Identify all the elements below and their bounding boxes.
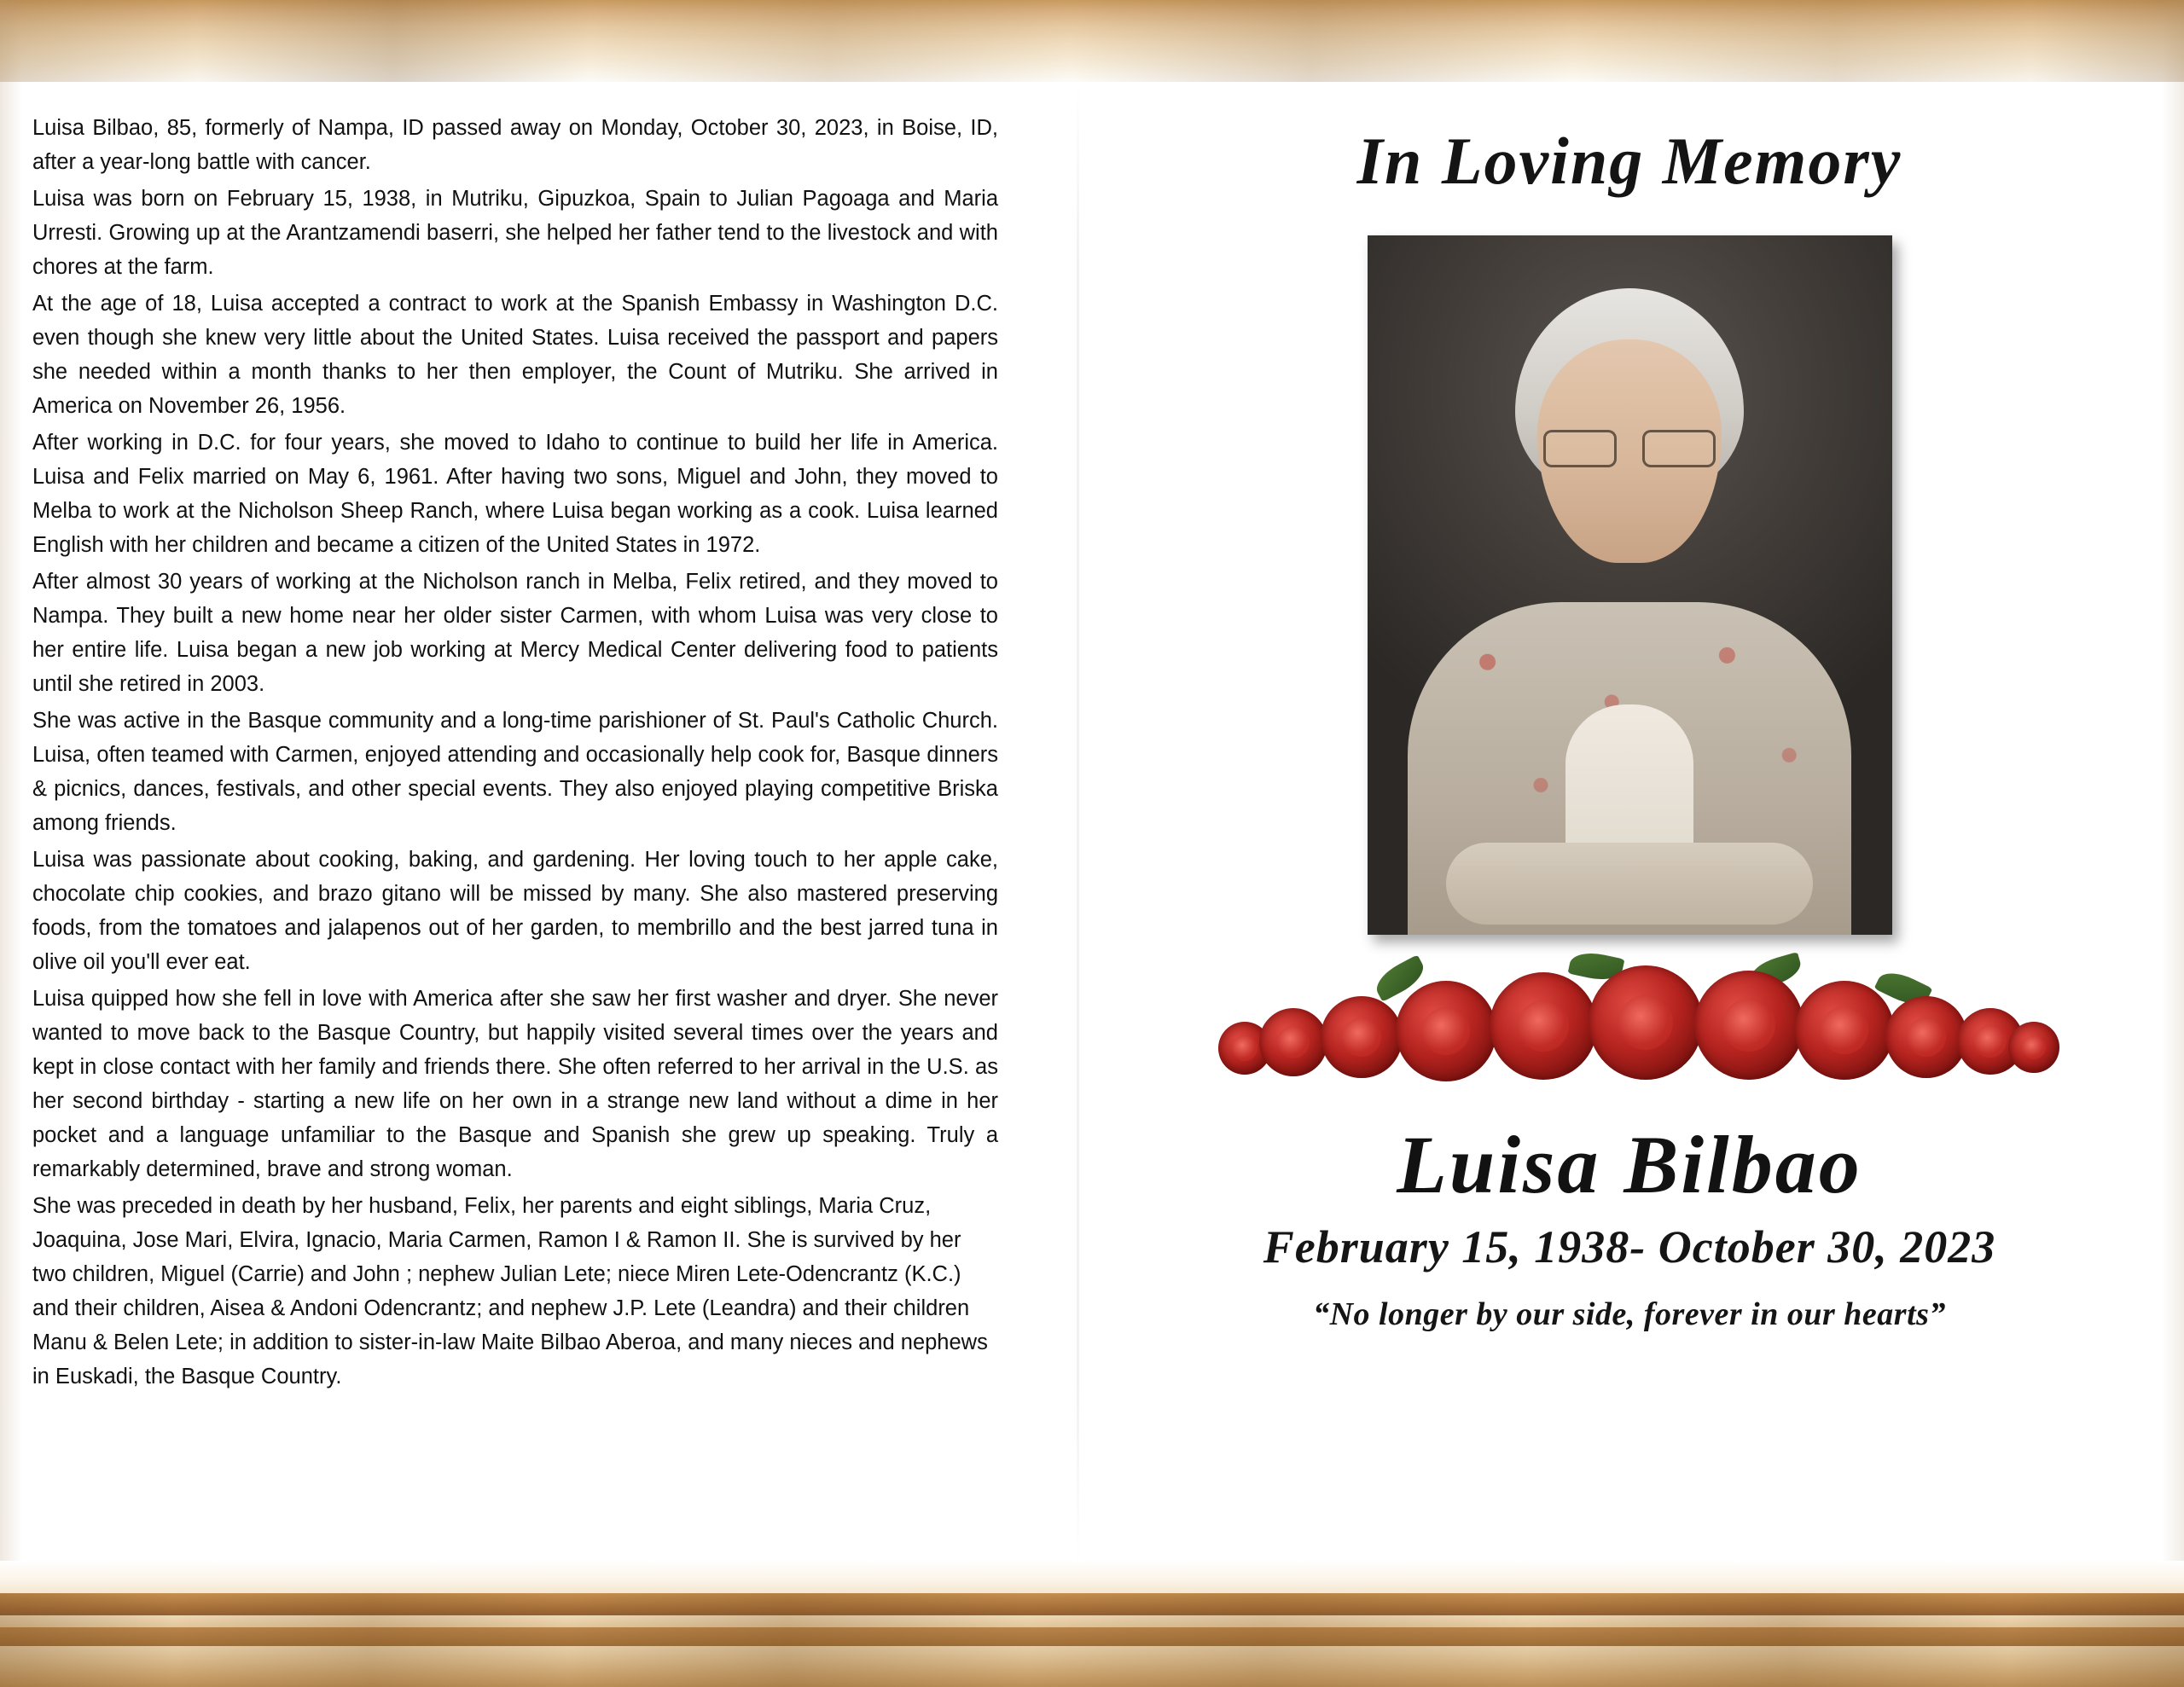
right-page-edge-shading (2162, 0, 2184, 1687)
deceased-name: Luisa Bilbao (1397, 1119, 1862, 1210)
rose-icon (1490, 972, 1597, 1080)
rose-spray-graphic (1203, 947, 2056, 1100)
portrait-frame (1368, 235, 1892, 935)
obituary-paragraph: After working in D.C. for four years, she moved to Idaho to continue to build her life in America. Luisa and Felix married on May 6, 1961. After having two sons, Miguel and John, they moved to Melba to work at the Nicholson Sheep Ranch, where Luisa began working as a cook. Luisa learned English with her children and became a citizen of the United States in 1972. (32, 431, 998, 557)
life-dates: February 15, 1938- October 30, 2023 (1263, 1220, 1996, 1272)
in-loving-memory-heading: In Loving Memory (1356, 124, 1902, 198)
obituary-paragraph: Luisa Bilbao, 85, formerly of Nampa, ID passed away on Monday, October 30, 2023, in Boise, ID, after a year-long battle with cancer. (32, 116, 998, 174)
glasses-icon (1538, 425, 1721, 466)
bottom-decorative-border (0, 1561, 2184, 1687)
obituary-paragraph: After almost 30 years of working at the Nicholson ranch in Melba, Felix retired, and they moved to Nampa. They built a new home near her older sister Carmen, with whom Luisa was very close to her entire life. Luisa began a new job working at Mercy Medical Center delivering food to patients until she retired in 2003. (32, 570, 998, 696)
rose-icon (1321, 996, 1403, 1078)
rose-icon (1885, 996, 1967, 1078)
rose-icon (1589, 965, 1703, 1080)
memorial-quote: “No longer by our side, forever in our hearts” (1313, 1296, 1946, 1332)
bottom-border-texture (0, 1593, 2184, 1687)
portrait-folded-arms (1446, 843, 1813, 925)
page-fold-line (1077, 82, 1079, 1566)
top-decorative-border (0, 0, 2184, 82)
obituary-paragraph: Luisa was passionate about cooking, baking, and gardening. Her loving touch to her apple cake, chocolate chip cookies, and brazo gitano will be missed by many. She also mastered preserving foods, from the tomatoes and jalapenos out of her garden, to membrillo and the best jarred tuna in olive oil you'll ever eat. (32, 848, 998, 974)
obituary-paragraph: Luisa quipped how she fell in love with America after she saw her first washer and dryer. She never wanted to move back to the Basque Country, but happily visited several times over the years and kept in close contact with her family and friends there. She often referred to her arrival in the U.S. as her second birthday - starting a new life on her own in a strange new land without a dime in her pocket and a language unfamiliar to the Basque and Spanish she grew up speaking. Truly a remarkably determined, brave and strong woman. (32, 987, 998, 1181)
obituary-paragraph: At the age of 18, Luisa accepted a contract to work at the Spanish Embassy in Washington D.C. even though she knew very little about the United States. Luisa received the passport and papers she needed within a month thanks to her then employer, the Count of Mutriku. She arrived in America on November 26, 1956. (32, 292, 998, 418)
portrait-photo (1368, 235, 1892, 935)
obituary-paragraph: She was active in the Basque community and a long-time parishioner of St. Paul's Catholic Church. Luisa, often teamed with Carmen, enjoyed attending and occasionally help cook for, Basque dinners & picnics, dances, festivals, and other special events. They also enjoyed playing competitive Briska among friends. (32, 709, 998, 835)
bottom-border-fade (0, 1561, 2184, 1595)
memorial-cover-panel (1101, 82, 2158, 1566)
obituary-paragraph: She was preceded in death by her husband, Felix, her parents and eight siblings, Maria Cruz, Joaquina, Jose Mari, Elvira, Ignacio, Maria Carmen, Ramon I & Ramon II. She is survived by her two children, Miguel (Carrie) and John ; nephew Julian Lete; niece Miren Lete-Odencrantz (K.C.) and their children, Aisea & Andoni Odencrantz; and nephew J.P. Lete (Leandra) and their children Manu & Belen Lete; in addition to sister-in-law Maite Bilbao Aberoa, and many nieces and nephews in Euskadi, the Basque Country. (32, 1194, 988, 1388)
rose-icon (1396, 981, 1496, 1081)
rose-icon (1795, 981, 1894, 1080)
obituary-text-panel (32, 111, 998, 1396)
rose-icon (1694, 971, 1804, 1080)
rose-icon (2008, 1022, 2059, 1073)
left-page-edge-shading (0, 0, 22, 1687)
obituary-paragraph: Luisa was born on February 15, 1938, in Mutriku, Gipuzkoa, Spain to Julian Pagoaga and Maria Urresti. Growing up at the Arantzamendi baserri, she helped her father tend to the livestock and with chores at the farm. (32, 187, 998, 279)
rose-icon (1259, 1008, 1327, 1076)
top-border-texture (0, 0, 2184, 82)
